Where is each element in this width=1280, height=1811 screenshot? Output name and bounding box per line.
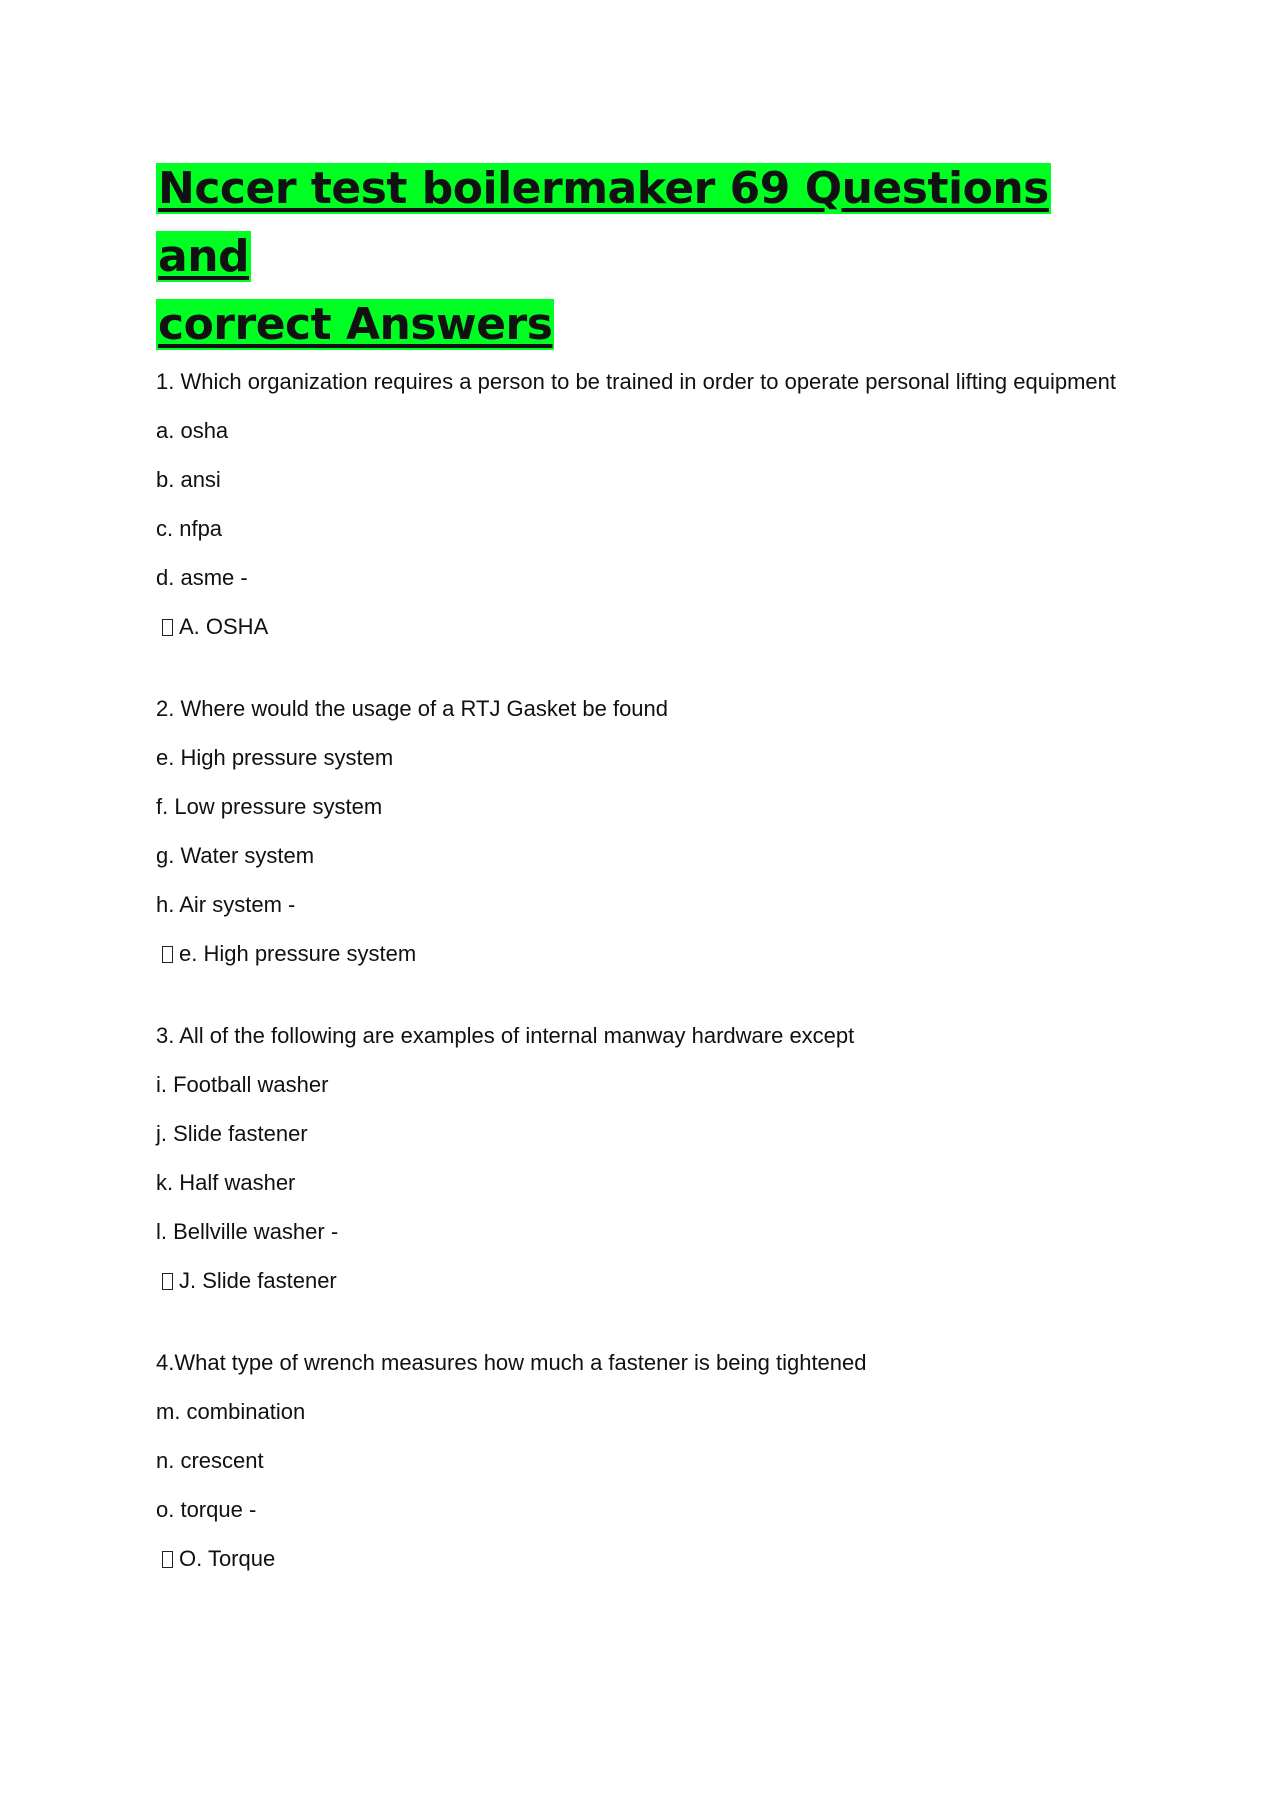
question-prompt: 3. All of the following are examples of internal manway hardware except <box>156 1023 855 1048</box>
missing-glyph-icon <box>162 946 173 963</box>
question-4 <box>156 1350 1156 1571</box>
answer-text: A. OSHA <box>179 614 269 639</box>
option: h. Air system - <box>156 892 296 917</box>
question-1 <box>156 369 1156 639</box>
option: i. Football washer <box>156 1072 329 1097</box>
answer-text: J. Slide fastener <box>179 1268 337 1293</box>
answer-line <box>156 1268 1156 1293</box>
question-prompt: 1. Which organization requires a person to be trained in order to operate personal lifting equipment <box>156 369 1117 394</box>
question-prompt: 4.What type of wrench measures how much a fastener is being tightened <box>156 1350 867 1375</box>
option: f. Low pressure system <box>156 794 383 819</box>
option: d. asme - <box>156 565 248 590</box>
option: l. Bellville washer - <box>156 1219 339 1244</box>
answer-text: e. High pressure system <box>179 941 417 966</box>
option: k. Half washer <box>156 1170 296 1195</box>
answer-line <box>156 941 1156 966</box>
title-line-2: correct Answers <box>158 299 553 350</box>
document-title <box>156 155 1156 359</box>
option: m. combination <box>156 1399 306 1424</box>
option: j. Slide fastener <box>156 1121 308 1146</box>
missing-glyph-icon <box>162 1273 173 1290</box>
option: n. crescent <box>156 1448 264 1473</box>
question-3 <box>156 1023 1156 1293</box>
title-line-1: Nccer test boilermaker 69 Questions and <box>158 163 1049 282</box>
option: a. osha <box>156 418 229 443</box>
option: e. High pressure system <box>156 745 394 770</box>
option: g. Water system <box>156 843 315 868</box>
missing-glyph-icon <box>162 1551 173 1568</box>
option: c. nfpa <box>156 516 223 541</box>
option: o. torque - <box>156 1497 257 1522</box>
answer-line <box>156 1546 1156 1571</box>
answer-text: O. Torque <box>179 1546 276 1571</box>
option: b. ansi <box>156 467 221 492</box>
missing-glyph-icon <box>162 619 173 636</box>
question-prompt: 2. Where would the usage of a RTJ Gasket be found <box>156 696 669 721</box>
document-page <box>156 155 1156 1628</box>
question-2 <box>156 696 1156 966</box>
answer-line <box>156 614 1156 639</box>
